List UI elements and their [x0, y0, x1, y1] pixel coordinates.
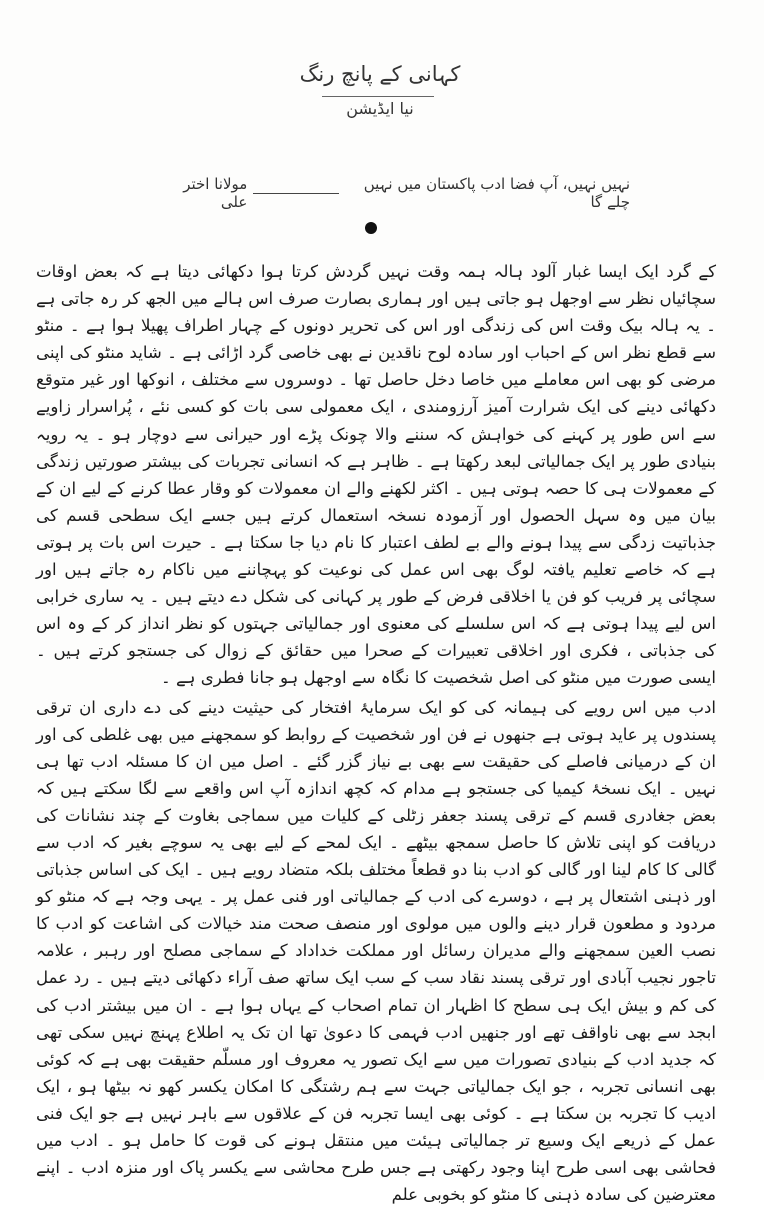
epigraph-dash [253, 193, 339, 194]
paragraph: ادب میں اس رویے کی ہیمانہ کی کو ایک سرمایۂ افتخار کی حیثیت دینے کی دے داری ان ترقی پسندوں پر عاید ہوتی ہے جنھوں نے فن اور شخصیت کے روابط کو سمجھنے میں بھی غلطی کی اور ان کے درمیانی فاصلے کی حقیقت سے بھی بے نیاز گزر گئے ۔ اصل میں ان کا مسئلہ ادب تھا ہی نہیں ۔ ایک نسخۂ کیمیا کی جستجو ہے مدام کہ کچھ اندازہ آپ اس واقعے سے لگا سکتے ہیں کہ بعض جغادری قسم کے ترقی پسند جعفر زٹلی کے کلیات میں سماجی بغاوت کے چند نشانات کی دریافت کو اپنی تلاش کا حاصل سمجھ بیٹھے ۔ ایک لمحے کے لیے بھی یہ سوچے بغیر کہ ادب سے گالی کا کام لینا اور گالی کو ادب بنا دو قطعاً مختلف بلکہ متضاد رویے ہیں ۔ ایک کی اساس جذباتی اور ذہنی اشتعال پر ہے ، دوسرے کی ادب کے جمالیاتی اور فنی عمل پر ۔ یہی وجہ ہے کہ منٹو کو مردود و مطعون قرار دینے والوں میں مولوی اور منصف صحت مند خیالات کی اشاعت کو ادب کا نصب العین سمجھنے والے مدیران رسائل اور مملکت خداداد کے سماجی مصلح اور رہبر ، علامہ تاجور نجیب آبادی اور ترقی پسند نقاد سب کے سب ایک ساتھ صف آراء دکھائی دیتے ہیں ۔ رد عمل کی کم و بیش ایک ہی سطح کا اظہار ان تمام اصحاب کے یہاں ہوا ہے ۔ ان میں بیشتر ادب کی ابجد سے بھی ناواقف تھے اور جنھیں ادب فہمی کا دعویٰ تھا ان تک یہ اطلاع پہنچ نہیں سکی تھی کہ جدید ادب کے بنیادی تصورات میں سے ایک تصور یہ معروف اور مسلّم حقیقت بھی ہے کہ کوئی بھی انسانی تجربہ ، جو ایک جمالیاتی جہت سے ہم رشتگی کا امکان یکسر کھو نہ بیٹھا ہو ، ایک ادیب کا تجربہ بن سکتا ہے ۔ کوئی بھی ایسا تجربہ فن کے علاقوں سے باہر نہیں ہے جو ایک فنی عمل کے ذریعے ایک وسیع تر جمالیاتی ہیئت میں منتقل ہونے کی قوت کا حامل ہو ۔ ادب میں فحاشی بھی اسی طرح اپنا وجود رکھتی ہے جس طرح محاشی سے یکسر پاک اور منزہ ادب ۔ اپنے معترضین کی سادہ ذہنی کا منٹو کو بخوبی علم [36, 694, 716, 1208]
body-text [36, 258, 716, 1208]
paragraph: کے گرد ایک ایسا غبار آلود ہالہ ہمہ وقت نہیں گردش کرتا ہوا دکھائی دیتا ہے کہ بعض اوقات سچائیاں نظر سے اوجھل ہو جاتی ہیں اور ہماری بصارت صرف اس ہالے میں الجھ کر رہ جاتی ہے ۔ یہ ہالہ بیک وقت اس کی زندگی اور اس کی تحریر دونوں کے چہار اطراف پھیلا ہوا ہے ۔ منٹو سے قطع نظر اس کے احباب اور سادہ لوح ناقدین نے بھی خاصی گرد اڑائی ہے ۔ شاید منٹو کی اپنی مرضی کو بھی اس معاملے میں خاصا دخل حاصل تھا ۔ دوسروں سے مختلف ، انوکھا اور غیر متوقع دکھائی دینے کی ایک شرارت آمیز آرزومندی ، ایک معمولی سی بات کو کسی نئے ، پُراسرار زاویے سے اس طور پر کہنے کی خواہش کہ سننے والا چونک پڑے اور حیرانی سے دوچار ہو ۔ یہ رویہ بنیادی طور پر ایک جمالیاتی لبعد رکھتا ہے ۔ ظاہر ہے کہ انسانی تجربات کی بیشتر صورتیں زندگی کے معمولات ہی کا حصہ ہوتی ہیں ۔ اکثر لکھنے والے ان معمولات کو وقار عطا کرنے کے لیے ان کے بیان میں وہ سہل الحصول اور آزمودہ نسخہ استعمال کرتے ہیں جسے ایک سطحی قسم کی جذباتیت زدگی سے پیدا ہونے والے بے لطف اعتبار کا نام دیا جا سکتا ہے ۔ حیرت اس بات پر ہوتی ہے کہ خاصے تعلیم یافتہ لوگ بھی اس عمل کی نوعیت کو پہچاننے میں ناکام رہ جاتے ہیں اور سچائی پر فریب کو فن یا اخلاقی فرض کے طور پر کہانی کی شکل دے دیتے ہیں ۔ یہ ساری خرابی اس لیے پیدا ہوتی ہے کہ اس سلسلے کی معنوی اور جمالیاتی جہتوں کو نظر انداز کر کے وہ اس کی جذباتی ، فکری اور اخلاقی تعبیرات کے صحرا میں حقائق کے زوال کی جستجو کرتے ہیں ۔ ایسی صورت میں منٹو کی اصل شخصیت کا نگاہ سے اوجھل ہو جانا فطری ہے ۔ [36, 258, 716, 692]
document-subtitle: نیا ایڈیشن [310, 99, 450, 118]
section-bullet-icon [365, 222, 377, 234]
title-underline [322, 96, 434, 97]
epigraph [160, 175, 630, 211]
epigraph-text: نہیں نہیں، آپ فضا ادب پاکستان میں نہیں چلے گا [345, 175, 630, 211]
epigraph-author: مولانا اختر علی [160, 175, 247, 211]
document-title: کہانی کے پانچ رنگ [240, 62, 520, 86]
